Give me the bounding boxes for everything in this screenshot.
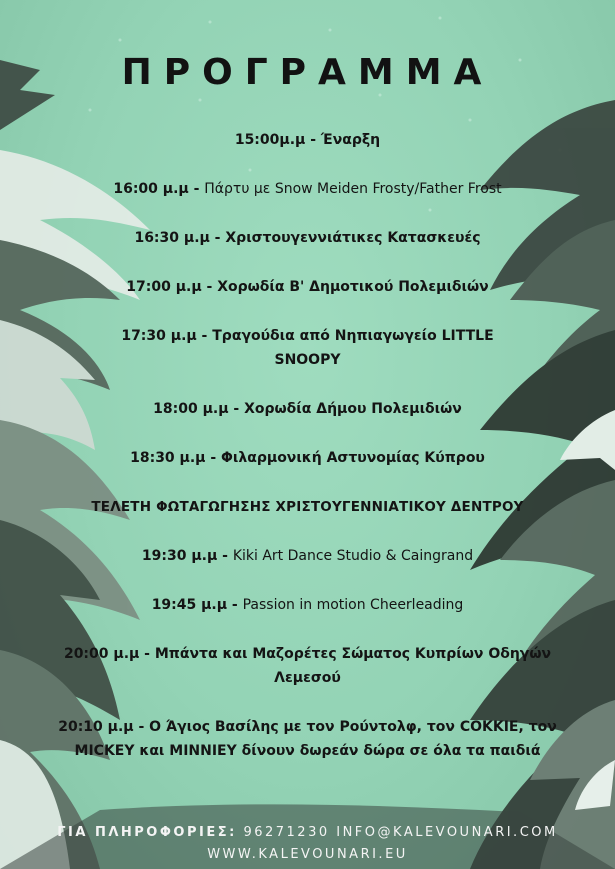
event-item <box>55 324 560 372</box>
event-description: Έναρξη <box>320 132 381 148</box>
website-link: WWW.KALEVOUNARI.EU <box>207 847 408 862</box>
contact-footer <box>0 822 615 866</box>
event-description: Πάρτυ με Snow Meiden Frosty/Father Frost <box>204 181 502 197</box>
event-item <box>55 544 560 568</box>
event-separator: - <box>228 401 245 417</box>
event-description: Passion in motion Cheerleading <box>242 597 464 613</box>
event-separator: - <box>188 181 205 197</box>
event-separator: - <box>305 132 321 148</box>
tree-lighting-ceremony: ΤΕΛΕΤΗ ΦΩΤΑΓΩΓΗΣΗΣ ΧΡΙΣΤΟΥΓΕΝΝΙΑΤΙΚΟΥ ΔΕΝΤΡΟΥ <box>91 499 524 515</box>
event-separator: - <box>201 279 218 295</box>
event-list <box>55 128 560 470</box>
event-separator: - <box>205 450 222 466</box>
event-separator: - <box>217 548 233 564</box>
event-item <box>55 177 560 201</box>
event-item <box>55 226 560 250</box>
event-schedule <box>55 128 560 788</box>
page-title: ΠΡΟΓΡΑΜΜΑ <box>121 52 494 93</box>
event-separator: - <box>209 230 226 246</box>
event-item <box>55 715 560 763</box>
event-description: Kiki Art Dance Studio & Caingrand <box>232 548 474 564</box>
event-separator: - <box>139 646 155 662</box>
event-description: Μπάντα και Μαζορέτες Σώματος Κυπρίων Οδηγών Λεμεσού <box>154 646 552 686</box>
event-item <box>55 642 560 690</box>
event-time: 18:00 μ.μ <box>153 401 229 417</box>
event-separator: - <box>133 719 150 735</box>
event-description: Τραγούδια από Νηπιαγωγείο LITTLE SNOOPY <box>212 328 494 368</box>
contact-line <box>0 822 615 844</box>
event-description: Χριστουγεννιάτικες Κατασκευές <box>225 230 481 246</box>
email-address: INFO@KALEVOUNARI.COM <box>336 825 558 840</box>
event-separator: - <box>196 328 213 344</box>
event-time: 16:00 μ.μ <box>113 181 189 197</box>
event-item <box>55 397 560 421</box>
event-description: Χορωδία Δήμου Πολεμιδιών <box>244 401 462 417</box>
event-item <box>55 128 560 152</box>
event-description: Φιλαρμονική Αστυνομίας Κύπρου <box>221 450 485 466</box>
event-time: 15:00μ.μ <box>234 132 306 148</box>
event-description: Ο Άγιος Βασίλης με τον Ρούντολφ, τον COKKIE, τον MICKEY και MINNIEY δίνουν δωρεάν δώρα σε όλα τα παιδιά <box>74 719 557 759</box>
event-description: Χορωδία Β' Δημοτικού Πολεμιδιών <box>217 279 489 295</box>
phone-number: 96271230 <box>243 825 330 840</box>
info-label: ΓΙΑ ΠΛΗΡΟΦΟΡΙΕΣ: <box>57 825 237 840</box>
event-time: 18:30 μ.μ <box>130 450 206 466</box>
event-time: 17:00 μ.μ <box>126 279 202 295</box>
event-item <box>55 275 560 299</box>
event-separator: - <box>227 597 243 613</box>
event-list-after <box>55 544 560 763</box>
event-item <box>55 446 560 470</box>
event-time: 16:30 μ.μ <box>134 230 210 246</box>
event-item <box>55 593 560 617</box>
event-time: 20:00 μ.μ <box>63 646 140 662</box>
event-time: 17:30 μ.μ <box>121 328 197 344</box>
event-time: 19:45 μ.μ <box>151 597 228 613</box>
event-time: 19:30 μ.μ <box>141 548 218 564</box>
event-time: 20:10 μ.μ <box>58 719 134 735</box>
